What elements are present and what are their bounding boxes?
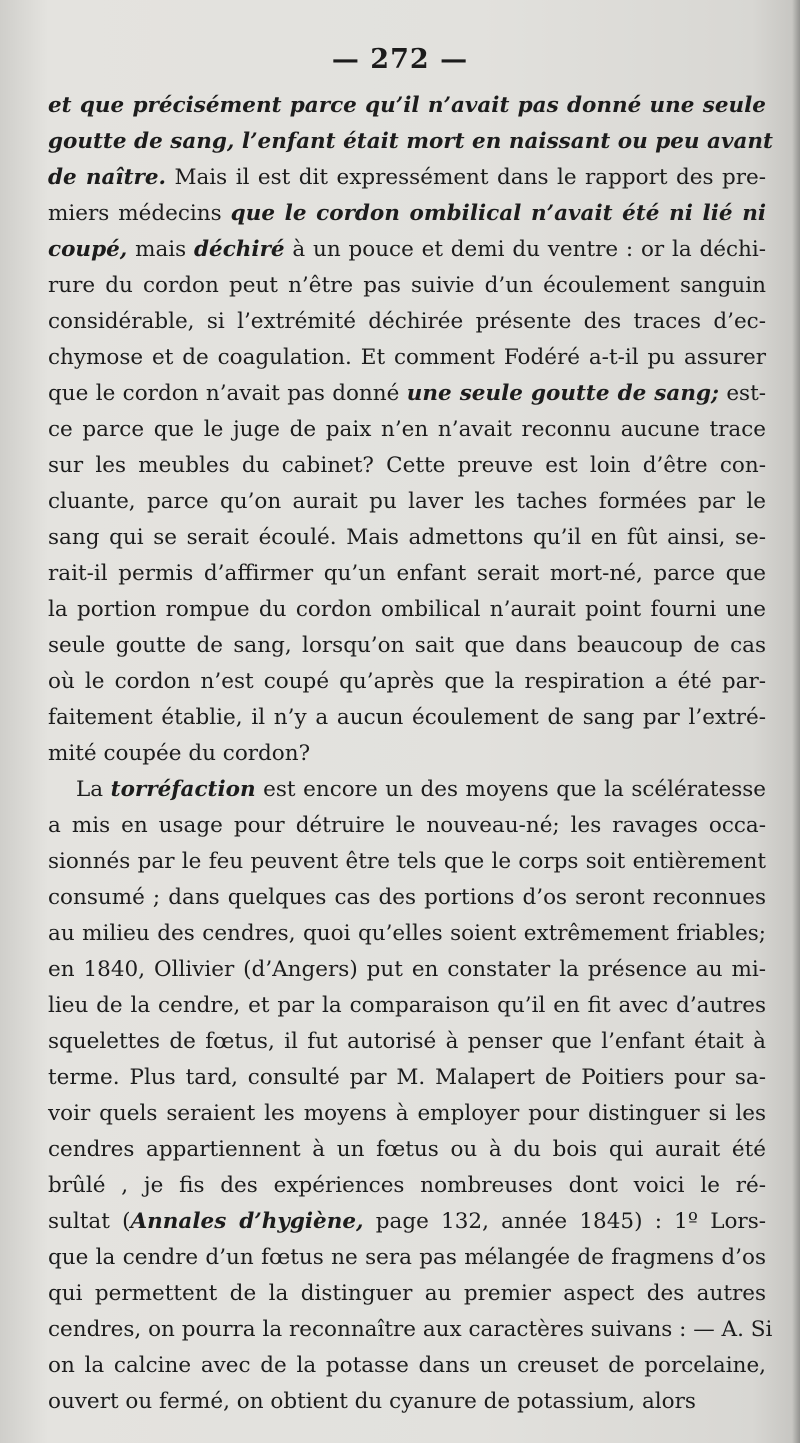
emphasized-text: que le cordon ombilical n’avait été ni lié ni — [230, 201, 766, 226]
text-line — [48, 268, 766, 304]
emphasized-text: Annales d’hygiène, — [130, 1209, 364, 1234]
text-segment: où le cordon n’est coupé qu’après que la respiration a été par- — [48, 669, 766, 694]
text-segment: sur les meubles du cabinet? Cette preuve est loin d’être con- — [48, 453, 766, 478]
text-segment: est encore un des moyens que la scélératesse — [255, 777, 766, 802]
text-segment: cendres, on pourra la reconnaître aux caractères suivans : — A. Si — [48, 1317, 773, 1342]
body-text — [48, 88, 773, 1420]
text-segment: squelettes de fœtus, il fut autorisé à penser que l’enfant était à — [48, 1029, 766, 1054]
text-line — [48, 1384, 766, 1420]
text-segment: Mais il est dit expressément dans le rapport des pre- — [166, 165, 766, 190]
text-line — [48, 196, 766, 232]
text-line — [48, 232, 766, 268]
text-line — [48, 1276, 766, 1312]
text-segment: au milieu des cendres, quoi qu’elles soient extrêmement friables; — [48, 921, 766, 946]
text-segment: on la calcine avec de la potasse dans un creuset de porcelaine, — [48, 1353, 766, 1378]
text-segment: en 1840, Ollivier (d’Angers) put en constater la présence au mi- — [48, 957, 766, 982]
text-segment: seule goutte de sang, lorsqu’on sait que dans beaucoup de cas — [48, 633, 766, 658]
text-segment: La — [76, 777, 111, 802]
emphasized-text: torréfaction — [110, 777, 256, 802]
text-segment: est- — [718, 381, 766, 406]
text-line — [48, 1060, 766, 1096]
text-line — [48, 1312, 773, 1348]
text-line — [48, 412, 766, 448]
text-segment: rure du cordon peut n’être pas suivie d’un écoulement sanguin — [48, 273, 766, 298]
text-line — [48, 304, 766, 340]
text-line — [48, 736, 766, 772]
text-segment: a mis en usage pour détruire le nouveau-né; les ravages occa- — [48, 813, 766, 838]
text-line — [48, 1024, 766, 1060]
text-line — [48, 88, 766, 124]
text-line — [48, 664, 766, 700]
text-line — [48, 700, 766, 736]
text-line — [48, 952, 766, 988]
text-line — [48, 1240, 766, 1276]
text-line — [48, 1204, 766, 1240]
text-line — [48, 1168, 766, 1204]
text-line — [48, 808, 766, 844]
page-edge-shadow — [792, 0, 800, 1443]
text-segment: mais — [127, 237, 194, 262]
text-segment: sultat ( — [48, 1209, 131, 1234]
text-segment: consumé ; dans quelques cas des portions d’os seront reconnues — [48, 885, 766, 910]
text-segment: voir quels seraient les moyens à employer pour distinguer si les — [48, 1101, 766, 1126]
text-segment: la portion rompue du cordon ombilical n’aurait point fourni une — [48, 597, 766, 622]
text-line — [48, 628, 766, 664]
text-segment: cendres appartiennent à un fœtus ou à du bois qui aurait été — [48, 1137, 766, 1162]
text-segment: que la cendre d’un fœtus ne sera pas mélangée de fragmens d’os — [48, 1245, 766, 1270]
text-segment: rait-il permis d’affirmer qu’un enfant serait mort-né, parce que — [48, 561, 766, 586]
text-segment: page 132, année 1845) : 1º Lors- — [363, 1209, 766, 1234]
text-segment: brûlé , je fis des expériences nombreuses dont voici le ré- — [48, 1173, 766, 1198]
text-segment: à un pouce et demi du ventre : or la déchi- — [284, 237, 766, 262]
text-segment: miers médecins — [48, 201, 231, 226]
text-line — [48, 772, 766, 808]
text-line — [48, 340, 766, 376]
text-segment: ce parce que le juge de paix n’en n’avait reconnu aucune trace — [48, 417, 766, 442]
emphasized-text: et que précisément parce qu’il n’avait pas donné une seule — [48, 93, 766, 118]
text-line — [48, 880, 766, 916]
emphasized-text: de naître. — [48, 165, 166, 190]
emphasized-text: goutte de sang, l’enfant était mort en naissant ou peu avant — [48, 129, 773, 154]
text-segment: sang qui se serait écoulé. Mais admettons qu’il en fût ainsi, se- — [48, 525, 766, 550]
text-segment: qui permettent de la distinguer au premier aspect des autres — [48, 1281, 766, 1306]
emphasized-text: une seule goutte de sang; — [406, 381, 719, 406]
text-segment: terme. Plus tard, consulté par M. Malapert de Poitiers pour sa- — [48, 1065, 766, 1090]
text-line — [48, 1132, 766, 1168]
page-number: — 272 — — [331, 44, 469, 75]
text-line — [48, 160, 766, 196]
text-line — [48, 448, 766, 484]
text-line — [48, 556, 766, 592]
text-line — [48, 1348, 766, 1384]
text-segment: cluante, parce qu’on aurait pu laver les taches formées par le — [48, 489, 766, 514]
text-line — [48, 484, 766, 520]
text-line — [48, 520, 766, 556]
text-line — [48, 1096, 766, 1132]
text-line — [48, 376, 766, 412]
emphasized-text: déchiré — [193, 237, 285, 262]
text-segment: sionnés par le feu peuvent être tels que le corps soit entièrement — [48, 849, 766, 874]
text-line — [48, 988, 766, 1024]
text-segment: ouvert ou fermé, on obtient du cyanure de potassium, alors — [48, 1389, 696, 1414]
text-segment: considérable, si l’extrémité déchirée présente des traces d’ec- — [48, 309, 766, 334]
text-segment: mité coupée du cordon? — [48, 741, 311, 766]
text-line — [48, 844, 766, 880]
text-line — [48, 592, 766, 628]
text-line — [48, 916, 766, 952]
text-line — [48, 124, 773, 160]
emphasized-text: coupé, — [48, 237, 128, 262]
text-segment: chymose et de coagulation. Et comment Fodéré a-t-il pu assurer — [48, 345, 766, 370]
text-segment: que le cordon n’avait pas donné — [48, 381, 407, 406]
text-segment: lieu de la cendre, et par la comparaison qu’il en fit avec d’autres — [48, 993, 766, 1018]
text-segment: faitement établie, il n’y a aucun écoulement de sang par l’extré- — [48, 705, 766, 730]
